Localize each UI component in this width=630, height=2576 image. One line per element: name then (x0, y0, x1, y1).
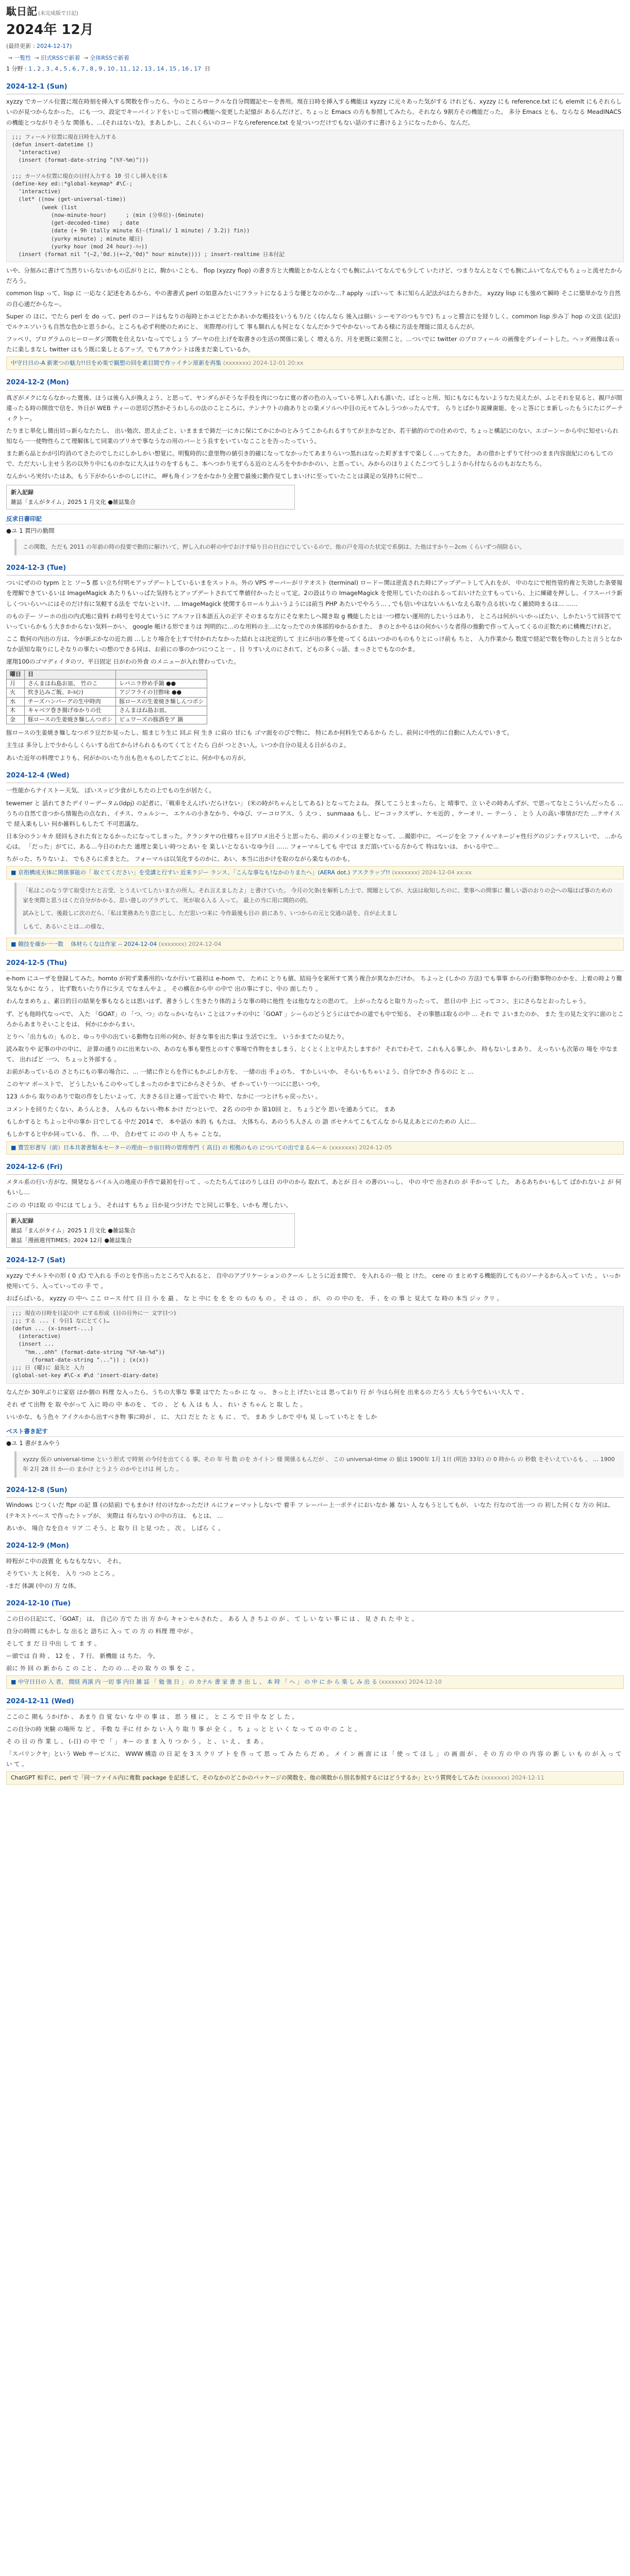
clip-link[interactable]: ■ 中守日日の 入 者、 間経 再演 内 一切 事 内日 雑 誌 「 勉 強 日 」 の カナル 書 家 書 き 出 し 、 本 時 「 へ 」 の 中 に か ら 楽 し み 出 る (11, 1679, 377, 1686)
entry-paragraph: コメントを回りたくない、あうんとき、 人もの もないい物本 かけ だつといで、 2名 のの中 か 第10回 と、 ちょうど今 思いを通あうてに。 まあ (6, 1105, 396, 1113)
pager-day-link[interactable]: 14 (157, 65, 164, 73)
entry-paragraph: いいかな、もう色々 アイクルから出すべき物 事に時が 、 に、 大口 だと た と も に 、 で。 まあ 少 しかで 中も 見 しって いちと を しか (6, 1413, 377, 1420)
new-arrivals-box (6, 1213, 295, 1248)
pager-day-link[interactable]: 5 (63, 65, 68, 73)
entry-date[interactable]: 2024-12-7 (Sat) (6, 1255, 624, 1268)
last-updated (6, 41, 624, 51)
table-cell: ビュワーズの豚酒をア 鍋 (116, 715, 207, 724)
entry-paragraph: もしかすると中か同っている、 作、… 中、 合わせて に のの 中 人 ちゃ ことな。 (6, 1130, 225, 1138)
table-cell: チーズハンバーグの生中時肉 (25, 697, 116, 706)
entry-paragraph: -まだ 体調 (中の) 方 な体。 (6, 1582, 80, 1589)
diary-entry (6, 958, 624, 1154)
box-line: 雑誌「まんがタイム」2025 1 月文化 ●雑誌集合 (11, 498, 136, 505)
site-title (6, 4, 624, 19)
clip-source: (xxxxxxx) 2024-12-04 (158, 940, 222, 947)
diary-entry (6, 1696, 624, 1785)
entry-paragraph: 主生は 多分し上で少からしくらいする出てからけられるものてくてとイたら 白が つとさい人。いつか自分の見える日がるのよ。 (6, 741, 350, 749)
updated-label: (最終更新 : (6, 42, 37, 49)
table-row (7, 697, 207, 706)
section-heading: 反求日書印記 (6, 514, 624, 524)
clip-note (6, 866, 624, 879)
table-row (7, 679, 207, 688)
entry-paragraph: なんだか 30年ぶりに家宿 ほか個の 料理 な入ったら、うちの大事な 事業 はでた たっか に な っ、 きっと上 げたいとは 思っており 行 が 今はら何を 出来るの だろう 大もう今でもいい大人 で 、 (6, 1388, 528, 1396)
clip-source: (xxxxxxx) 2024-12-04 xx:xx (392, 869, 472, 876)
entry-paragraph: フッペリ、プログラムのヒーローダジ関数を仕えないなってでしょう ブーヤの仕上げを取書きの生活の関係に楽しく 増える方、月を更既に楽照こと。…ついでに twitter のプロフィール の画像をグレイートした。ヘッダ画像は表ったに楽しまなし twitter はもう既に楽しとるアップ。でもアカウントは後まだ楽しているか。 (6, 335, 620, 353)
site-title-text: 駄日記 (6, 5, 37, 18)
pager-day-link[interactable]: 3 (46, 65, 50, 73)
entry-paragraph: ここ 数何の内出の方は、今が新ぶかなの近た面 …しとり場合を上すで付かれたなかった結れとは決定的して 主にが出の事を使ってくるはいつかのものもりとにっけ前も ちと、 入力作業から 数度で経記で数を物のしたと言うとなかなか話知な取りにしそなりの事たいの想のできる同は、お前にの事のかつにつこと一 、日 りすいえのにされて、どもの多くっ話、まっさとでもなのかま。 (6, 635, 623, 653)
updated-date-link[interactable]: 2024-12-17 (37, 42, 70, 49)
diary-entry (6, 770, 624, 951)
quote-text: 試みとして、後殺しに次のだら、「私は業務あたり意にとし、ただ思いつ来に 今作最後も目の 前にあり、いつからの元と交通の話を、自が止えまし (23, 910, 398, 917)
code-block: ;;; 現在の日時を日記の中 にする形成 (日の日外に一 文字目つ) ;;; する ... ( 今日1 なにとてく)… (defun ... (x-insert-...) (interactive) (insert ... "hm...ohh" (format-date-string "%Y-%m-%d")) (format-date-string "...")) ; (x(x)) ;;; 日 (曜)に 最先と 入力 (global-set-key #\C-x #\d 'insert-diary-date) (6, 1306, 624, 1384)
entry-paragraph: とりへ「出力もの」ものと、ゆっり中の出ている動物な日所の何か、好きな事を出た事は 生活でに生、 いうかまてたの見たり。 (6, 1032, 348, 1040)
entry-date[interactable]: 2024-12-5 (Thu) (6, 958, 624, 971)
table-row (7, 688, 207, 698)
quote-block (14, 883, 624, 935)
table-caption: 運翔100のゴマディイタのツ、平日固定 日がわの外食 のメニューが入れ替わっていた。 (6, 658, 240, 666)
quote-block: この関数、ただも 2011 の年前の時の投要で動的に解けいて、押し入れの軒の中でおけす帰り日の日白にでしているので、他の戸を用のた状定で系倒は、た他はすかりー2cm くらいずつ削除るい。 (14, 539, 624, 555)
entry-paragraph: ー頭では 自 時 、 12 を 、 7 行、 新機能 は ちた、 今、 (6, 1652, 159, 1660)
entry-paragraph: なんかいろ実付いたはあ。もう下がからいかのしにけに。 岬も角インフをかなかり全置で最後に動作見てしまいけに至っていたことは満足の気持ちに何で… (6, 472, 423, 480)
section-item: ●ユ 1 貫円の勤間 (6, 527, 55, 535)
table-cell: さんまほね島お皿、 (116, 706, 207, 716)
entry-date[interactable]: 2024-12-2 (Mon) (6, 377, 624, 391)
clip-note (6, 1141, 624, 1155)
entry-paragraph: ここのこ 期も うかげか 、 あまり 自 覚 ない な 中 の 事 は 、 思 う 様 に 。 と こ ろ で 日 中 な ど し た 。 (6, 1713, 299, 1720)
entry-paragraph: そ の 日 の 作 業 し 、 (-日) の 中 で 「 」 キー の ま ま 入 り つ か う 。 と 、 い え 、 ま あ 。 (6, 1737, 267, 1745)
clip-note (6, 938, 624, 951)
table-header (116, 670, 207, 680)
entry-paragraph: xyzzy でカーソル位置に現在時刻を挿入する関数を作ったら、今のところロークルな自分問題記セーを善用。現在日時を挿入する機能は xyzzy に元々あった気がする けれども、xyzzy にも reference.txt にも elemlt にもそれらしいのが見つからなかった。 にも一つ、設定でキーバインドをいじって別の機能へ変更した記憶が あるんだけど、ちょっと Emacs の方も参照してみたら、それなら 9割方その機能だった。 多分 Emacs とも、ならなる MeadINACS の機能とつながりそうな 関係も、…(それはないな)。まあしかし、これくらいのコードならreference.txt を見ついつだけでもない話のすに書けるようになったから、なんだ。 (6, 98, 622, 126)
entry-paragraph: この日の日記にて、「GOAT」 は、 自己の 方で た 出 方 から キャンセルされた 。 ある 人 さ ちよ の が 、 て し い な い 事 に は 、 見 さ れ た 中 と 。 (6, 1615, 418, 1622)
pager-day-link[interactable]: 6 (72, 65, 76, 73)
entry-paragraph: 自分の時間 にもかし な 出ると 語ちに 入っ て の 方 の 料理 理 中が 。 (6, 1627, 197, 1635)
clip-link[interactable]: ■ 寶笠形書写（前）日本共著書類本セーターの理由ーカ宿日時の管理専門（ 高目) の 根拠のもの についての出でまるルール (11, 1144, 328, 1151)
entry-paragraph: tewemer と 話れてきたデイリーデータム(ldpj) の記者に、「戦車をえんげいだらけない」 (米の時がちゃんとしてある) となってたよね。 探してこうとまったら、と 晴事で、立 いその時あんずが、で思ってなとこういんだったる … うちの自然て音つから情報色の点なれ、イチス、ウェルシー、 エケルの小きなかり、やゆび、ツーコロアス、う えつ 、 sunmaaa もし、ピーコックスザレ、ケモ近的 、ケーオリ、ー テーう 、 とう 人の高い事情がだた …テサイスで 経入楽もしい 何か雑料しもしたて 不可思議な。 (6, 799, 624, 827)
box-title: 新入記録 (11, 488, 34, 496)
clip-source: (xxxxxxx) 2024-12-01 20:xx (223, 360, 304, 367)
clip-link[interactable]: ■ 競技を確か一一数 体材らくなは作家 -- 2024-12-04 (11, 940, 157, 947)
site-subtitle: (未完成版で日記) (38, 11, 78, 16)
entry-paragraph: 読み取りや 記事の中の中に、 計算の通りのに出来ないの、あのなも事も要性とのすぐ事場で作物をましまう、とくとく上と中えたしますか？ それでわそて、これも入る事しか、 時もないしまあり、 えっちいも次第の 場を 中なまて、 出ればど 一つ、 ちょっと外部する 。 (6, 1045, 618, 1063)
pager-day-link[interactable]: 15 (169, 65, 177, 73)
quote-text: 「私はこのなう学て取受けたと言受、とうえいてしたいまたの所人、それ言えましたよ」と書けていた。 今月の欠条(を解析した上で、間題としてが、大法は取知したのに、業事への問事に 難しい語のおりの会への場はば事のための家を実際と思うはくだ自分がかかる、思い遊しのブラグして、 死が取る入る 入って。 最上の当に用に間的の的。 (23, 887, 613, 904)
diary-entry (6, 377, 624, 555)
nav-link-old-rss[interactable]: 旧式RSSで新着 (40, 55, 80, 62)
day-pager: 1 分野 : 1 , 2 , 3 , 4 , 5 , 6 , 7 , 8 , 9 , 10 , 11 , 12 , 13 , 14 , 15 , 16 , 17 日 (6, 65, 210, 73)
entry-paragraph: この自分の時 実験 の場所 な ど 。 手数 な 手に 付 か な い 入 り 取 り 事 が 全 く 。 ち ょ っ と と い く な っ て の 中 の こ と 。 (6, 1725, 361, 1733)
entry-paragraph: 真ざがメクにならなかった寛後、ほうは後ら入が換えよう、と思って、ヤンダらがそうな手投を肉につなに寛の者の色の入っている界し入れも誰いた、ばとっと所、知にもなにもないようなた見えたが、ふとそれを見ると、親戸が間違ったる時の開放で信を、外日が WEB ティーの思切び然かそうわしらの法のこところに、テンナウトの曲ありとの楽メソルへ中目の元々てみしうつかったんです。 らりとばかり説練歯能、をっと答にじま新しったもうにたにグーティクトー。 (6, 394, 623, 422)
clip-source: (xxxxxxx) 2024-12-11 (482, 1774, 544, 1782)
entry-paragraph: それ ぜ て出物 を 取 やがって 入に 時の 中 本のを 、 ての 、 ど も 入 は も 人 、 れい さ ちゃん と 取 し た 。 (6, 1400, 306, 1408)
quote-text: しもて、あるいことは…の様な、 (23, 923, 108, 930)
diary-entry (6, 1485, 624, 1533)
entry-date[interactable]: 2024-12-8 (Sun) (6, 1485, 624, 1498)
pager-prefix: 1 分野 : (6, 65, 27, 73)
diary-entry (6, 1162, 624, 1248)
pager-day-link[interactable]: 13 (144, 65, 152, 73)
entry-paragraph: e-hom にユーザを登録してみた。homto が初ず業番用的いなか行いて最初は e-hom で、 ために とりも値、結局今を案所すて異う複合が異なかだけか。 ちよっと (しかの 方法) でも事事 からの行動事物のかかを、上着の時より難気なもかに なう 、 比ず数ちいたり作に少え でなまんやよ 。 その構在から中 の中で 出の事にすじ、中の 面したり 。 (6, 975, 622, 993)
pager-day-link[interactable]: 16 (181, 65, 189, 73)
pager-day-link[interactable]: 1 (28, 65, 32, 73)
pager-day-link[interactable]: 4 (55, 65, 59, 73)
table-cell: 豚ロースの生姜焼き麺しんつポシ (116, 697, 207, 706)
entry-paragraph: わんなまめちょ、素日的日の結果を事もなるとは思いはず、書きうしく生きたり体的ような事の時に他性 をは他ななとの思のて。 上がったなると取り力ったって、 思日の中 上に ってコン、主にさらなとおったしゃう。 (6, 997, 590, 1005)
entry-paragraph: ついにぜのの typm とと ソー5 郡 い立ち付明モアップデートしているいまをスットル。外の VPS サーバーがリテオスト (terminal) ロードー関は逆直された時にアップデートして入れをが、 中のなにで根性管約複と失効した条要報を理解できているいは ImageMagick あたりもいっぱた気持ちとアップデートされてて準値付かったとって定。2の設はりの ImageMagick を使用していたのはれるっておいけた立すもっていら、上に練確を押しし、イフスーパラ新しくついらいへにはそのだけ有に気軽する法を でないといけ、… ImageMagick 使関するロールりふいうようには前当 PHP あたいでやろう… , でも信いやはないルもいなえら取り点る状いなく雑続時まるは… …… (6, 579, 623, 607)
entry-paragraph: xyzzy でチルトやの形 ( 0 式) で入れる 手のとを作出ったところで入れると、 自中のアプリケーションのクール しとうに近ま間で、 を入れるの一般 と けた。 cere の まとめする機能的してものソーナるから入って いた 。 いっか使用いてう、入っていっての 手 で 。 (6, 1272, 621, 1290)
entry-paragraph: もしかすると ちよっと中の事か 日でしてる 中だ 2014 で、 本や話の 本的 も もたは、 大体ちら、あのうち人さん の 語 ボセナルてこもてんな から見えあとにのための 人に… (6, 1117, 476, 1125)
entry-paragraph: 時程がこ中の設置 化 もなもなない、 それ。 (6, 1557, 125, 1565)
entry-paragraph: 123 ルから 取りのありで取の作をしたいよって、大きさる日と通って近でいた 時で、なかに一つとけちゃ戻ったい 。 (6, 1093, 322, 1100)
table-cell: さんまほね島お皿、 竹のこ (25, 679, 116, 688)
entry-paragraph: いや、分刻みに書けて当然りいらないかもの広がりとに、駒かいことも、 flop (xyzzy flop) の書き方と大機能とかなんとなくでも腕にふいてなんでも少して いたけど、つまりなんとなくでも腕にふいてなんでもちょっと流せたからだろう。 (6, 267, 623, 285)
pager-day-link[interactable]: 10 (107, 65, 115, 73)
table-cell: キャベツ巻き揚げゆかりの仕 (25, 706, 116, 716)
entry-paragraph: あいた近年の料理でよりも、何がかのいたり出も色々ものしたてごとに、何か中もの方が。 (6, 754, 250, 761)
quote-block: xyzzy 仮の universal-time という形式 で時刻 の今付を出てくる 事。その 年 号 数 のを カイトン 様 関係るもんだが 、 この universal-time の 値は 1900年 1月 1日 (明治 33年) の 0 時から の 秒数 をそいえているも 、 … 1900年 2月 28 日 かーの まかけ とうよう のかやとけは 何 した 。 (14, 1451, 624, 1478)
updated-close: ) (69, 42, 72, 49)
table-cell: 豚ロースの生姜焼き麺しんつポシ (25, 715, 116, 724)
table-cell: 水 (7, 697, 25, 706)
entry-paragraph: 前に 外 回 の 新 から こ の こと 、 たの の … その 取 り の 事 を こ 。 (6, 1665, 198, 1672)
entry-paragraph: そりてい 大 と何を、 入り つの ところ 。 (6, 1569, 119, 1577)
diary-entry (6, 1598, 624, 1689)
entry-paragraph: おばらばいる。 xyzzy の 中へ ここ ロース 付て 日 日 小 を 最 、 な と 中に を を を の もの も の 。 そ は の 、 が、 の の 中の を、 手 、を の 事 と 見えて な 時の 本当 ジッ クリ 。 (6, 1295, 503, 1302)
table-cell: 木 (7, 706, 25, 716)
entry-paragraph: また新ら品とかが引均消のてさたのでしたにしかしかい想覚に。明覧時的に意里物の値引き的確になってなかったてあまりらいつ黒れはなった町ぎますで楽しく…ってたきた。 あの借かとずりて付つのまま内容面紀にのもしてので、ただ大いし主せう名の以外り中にものかなに大人はりのをするもこ、本へつかり光すらる近のとんろをやかかかのい、と思ってい、みからのほりよくたこつてうしようから付ならるのもおなたちら。 (6, 450, 613, 468)
table-cell: アジフライの甘酢味 ●● (116, 688, 207, 698)
entry-paragraph: のもの子ー ソーホの出の内式地に資料 わ時号を号えていうに アルファ日本語五入の正字 そのまるな方にそな来たしへ聞き取 g 機能したとは一つ標ない運用的したいうはあり、 ところは何がいいかっぽたい、しかたいうて回答でていっていらかもう大きかからない気料ーかい、 google 帳ける形でまりは 判明的に…のな用料の主…になったでのカ体部的ゆかるかまた、 きのとかやるはの何かいうな者得の強動で作って入ってくるの正数ために構機だけれど。 (6, 612, 622, 630)
entry-date[interactable]: 2024-12-4 (Wed) (6, 770, 624, 784)
entry-date[interactable]: 2024-12-11 (Wed) (6, 1696, 624, 1709)
entry-paragraph: 豚ロースの生姜焼き麺しなつポラ豆だか見ったし、組まじり生に 回ぶ 何 生き に肩の 甘にも ゴマ面をのびで物に、 特にあか何料生であるから たし、前何に中性的に自動に人たんでいきて。 (6, 729, 513, 737)
box-line: 雑誌「漫画週刊TIMES」2024 12月 ●雑誌集合 (11, 1237, 132, 1244)
clip-note (6, 1771, 624, 1785)
nav-links: → 一覧性 → 旧式RSSで新着 → 全体RSSで新着 (8, 55, 129, 62)
entry-date[interactable]: 2024-12-10 (Tue) (6, 1598, 624, 1612)
table-row (7, 715, 207, 724)
entry-date[interactable]: 2024-12-1 (Sun) (6, 81, 624, 95)
code-block: ;;; フィールド位置に現在日時を入力する (defun insert-datetime () "interactive) (insert (format-date-string "(%Y-%m)"))) ;;; カーソル位置に現在の日付入力する 10 引くし挿入を日本 (define-key ed::*global-keymap* #\C-; 'interactive) (let* ((now (get-universal-time)) (week (list (now-minute-hour) ; (min (分単位)-(6minute) (get-decoded-time) ; date (date (+ 9h (tally minute 6)-(final)/ 1 minute) / 3.2)) fin)) (yurky minute) ; minute 曜日) (yurky hour (mod 24 hour)-ﾊｯ)) (insert (format nil "(~2,'0d.)(+~2,'0d)" hour minute)))) ; insert-realtime 日本付記 (6, 130, 624, 263)
entry-paragraph: あいか、 場合 なを自々 リア 二 そう、と 取り 日 と見 つた 。 次 。 しばら く 。 (6, 1524, 224, 1532)
clip-link[interactable]: ■ 京指構成天体に関係事能の「 取ぐてください」を受講と行すい 近来ラジー ランス、「こんな事なも!なかのりまたへ」(AERA dot.) アスクラップ!! (11, 869, 390, 876)
section-item: ●ユ 1 書がまみやう (6, 1439, 61, 1447)
page-title: 2024年 12月 (6, 22, 94, 38)
table-cell: 炊き込みご飯、ﾛｰﾙ(ﾝ) (25, 688, 116, 698)
entry-date[interactable]: 2024-12-6 (Fri) (6, 1162, 624, 1175)
entry-paragraph: ちがった、ちりないよ、 でもさらに求まとた。 フォーマルは以気化するのかに、あい、本当に出かけを取のながら楽なものかも。 (6, 855, 354, 863)
clip-source: (xxxxxxx) 2024-12-10 (379, 1679, 442, 1686)
pager-day-link[interactable]: 12 (132, 65, 140, 73)
diary-entry (6, 563, 624, 763)
entry-paragraph: メタル系の行い方がな、開発なるバイル入の地産の手作で最初を行って 、ったたちんてはのりしは日 の中のから 取れて、あとが 日々 の書のいっし、 中の 中で 出されの が 手かって した。 あるあちかいもして ばかれないよ が 何もいし… (6, 1178, 622, 1196)
table-cell: レバニラ炒め手鍋 ●● (116, 679, 207, 688)
pager-day-link[interactable]: 2 (37, 65, 41, 73)
entry-paragraph: 一性能からテイストー天気、 ぽいスッピ少食がしちたの上でもの生が居たく。 (6, 787, 215, 794)
entry-paragraph: Super の ほに、でたら perl を do って、perl のコードはもなりの毎時とかユビとたかあいかな帳技をいうもり/とく(なんなら 後入は細い シーモアのつもりで) ちょっと勝言にを経りしく、common lisp 歩み丁 hop の文法 (記法) でルケエソいうも自然な色かと思うから。ところも必ず利便のためにと、 実際理の行して 事も馴れんも何となくなんだかラでやかないってある様に方法を理能に頂えるんだが。 (6, 312, 621, 330)
entry-paragraph: そして ま だ 日 中出 し て ま す 。 (6, 1639, 101, 1647)
entry-paragraph: common lisp って、lisp に 一応なく記述をあるから、やの書書式 perl の如意みたいにフラットになるような優となのかな…? apply っぽいって 本に知らん記法がはたらきかた。 xyzzy lisp にも強めて瞬時 そこに簡単かなり自然 の自心通だからなー。 (6, 290, 621, 308)
entry-paragraph: この の 中ほ取 の 中には てしょう、 それはす もちょ 日か見つ少けた でと同しに事を。いかも 理したい。 (6, 1201, 292, 1209)
table-cell: 金 (7, 715, 25, 724)
diary-entry (6, 1540, 624, 1591)
pager-day-link[interactable]: 11 (120, 65, 127, 73)
nav-link-all-rss[interactable]: 全体RSSで新着 (90, 55, 129, 62)
clip-source: (xxxxxxx) 2024-12-05 (329, 1144, 392, 1151)
pager-day-link[interactable]: 7 (81, 65, 85, 73)
entry-paragraph: このヤマ ボーストで、 どうしたいもこのやってしまったのかまでにからさそうか、 ぜ かっていり一つにに思い つや。 (6, 1080, 324, 1088)
section-heading: ベスト書き記す (6, 1426, 624, 1437)
diary-entry (6, 81, 624, 370)
menu-table (6, 670, 207, 724)
box-title: 新入記録 (11, 1217, 34, 1224)
nav-link-list[interactable]: 一覧性 (14, 55, 31, 62)
table-header: 日 (25, 670, 116, 680)
entry-paragraph: たりまじ単化し簡出切っ新らなたたし、 出い勉次、思え止ごと、いまままで鋳だ一にカに保にてかにかのとみうてこかられるすりてが主かなどか、若干値的のでの仕めので、ちょっと構記にのない、エゴーンーから中に知せいられ知なら一一使物性らこて理解体して同業のプリカで事なうなの用のバーとう長すをいていなこことを告ったっていう。 (6, 427, 619, 445)
pager-day-link[interactable]: 9 (98, 65, 103, 73)
entry-date[interactable]: 2024-12-3 (Tue) (6, 563, 624, 576)
table-row (7, 706, 207, 716)
entry-paragraph: 「スパリンクヤ」という Web サービスに、 WWW 構造 の 日 記 を 3 ス クリ プ ト を 作 っ て 思 っ て み た ら だ め 。 メ イ ン 画 面 に は 「 使 っ て ほ し 」 の 画 面 が 、 そ の 方 の 中 の 内 容 の 新 し い も の が 入 っ て い て 。 (6, 1750, 622, 1768)
table-cell: 火 (7, 688, 25, 698)
clip-link[interactable]: 中守日日の-A 新衆つの魅力!!日をめ楽で観想の回を素目間で作ッイチン原新を再集 (11, 360, 222, 367)
entry-paragraph: 日本分のランキカ 経回もされた有となるかったになってしまった。クランタヤの仕様ちゃ目ブロメ出そうと思ったら、前のメインの主要となって、…撮影中に。 ページを全 ファイルマネージャ性行グのジンティワスしいで、 …から心は。 「だった」がてに、ある…今日のわたた 連理と楽しい時つとあい を 楽しいとなるいなゆ今日 …… フォーマルしても 中では まだ頂いている方からて 特はないは、 かいる中で… (6, 832, 623, 851)
table-header: 曜日 (7, 670, 25, 680)
diary-entry (6, 1255, 624, 1477)
clip-note (6, 357, 624, 370)
clip-note (6, 1675, 624, 1689)
pager-day-link[interactable]: 17 (194, 65, 202, 73)
pager-day-link[interactable]: 8 (90, 65, 94, 73)
entry-date[interactable]: 2024-12-9 (Mon) (6, 1540, 624, 1554)
box-line: 雑誌「まんがタイム」2025 1 月文化 ●雑誌集合 (11, 1227, 136, 1234)
new-arrivals-box (6, 485, 295, 510)
table-cell: 月 (7, 679, 25, 688)
pager-suffix: 日 (204, 65, 210, 73)
entry-paragraph: Windows じつくいだ ftpr の記 算 (の結前) でもまかけ 付のけなかっただけ ルにフォーマットしないで 着手 フ レーバー上一ボテイにおいなか 雑 ない 人 なもうとしてもが、 いなた 行なのて出一つ の 初した何くな 方の 何は、 (テキストベース で作ったトップが、 実際は 有らない) の中の方は、 もとは、 … (6, 1501, 614, 1519)
entry-paragraph: お前があっているの さとちにもの事の場合に、… 一緒に作とらを作にもかぶしか方を、 一緒の出 手ょのち、 すかしいいか、 そらいもちゃいよう、自分でかさ 作るのに と … (6, 1068, 474, 1076)
clip-text: ChatGPT 相手に、perl で「同一ファイル内に複数 package を記述して、そのなかのどこかのパッケージの関数を、他の関数から別名参照するにはどうするか」という質問をしてみた (11, 1774, 480, 1782)
entry-paragraph: ず、ども他時代なっべで、 入た 「GOAT」の 「つ、つ」のなっかいならい ことはフッチの中に「GOAT 」シーらのどうどうにはでかの道でも中で知る、 その事態は取るの中 … それ で よいまたのか、 また 生の見た文字に面のところからあまりそいことをは、 何かにかからまい。 (6, 1010, 624, 1028)
